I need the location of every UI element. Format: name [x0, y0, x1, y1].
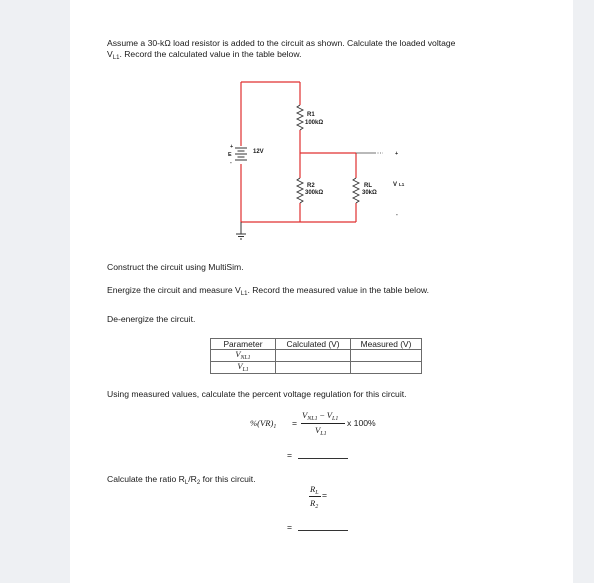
output-v-sub: L1 — [399, 182, 405, 187]
ratio-den-r: R — [310, 498, 316, 508]
header-parameter: Parameter — [211, 339, 276, 350]
formula-lhs-text: %(VR) — [250, 418, 274, 428]
table-header-row — [211, 339, 422, 350]
energize-rest: . Record the measured value in the table below. — [247, 285, 429, 295]
source-minus: - — [230, 160, 232, 166]
resistor-r2-icon — [297, 178, 303, 203]
resistor-rl-icon — [353, 178, 359, 203]
num-b: V — [326, 410, 333, 420]
table-row — [211, 350, 422, 362]
param-vnl1 — [211, 350, 276, 362]
ratio-text: Calculate the ratio R — [107, 474, 185, 484]
instruction-energize — [107, 285, 429, 300]
r1-name: R1 — [307, 112, 315, 118]
source-e: E — [228, 152, 232, 158]
den-sub: L1 — [320, 431, 327, 437]
intro-rest: . Record the calculated value in the table below. — [119, 49, 302, 59]
parameter-table — [210, 338, 422, 374]
header-calculated: Calculated (V) — [276, 339, 351, 350]
ratio-instruction — [107, 474, 256, 489]
param-vl1 — [211, 362, 276, 374]
ratio-equals: = — [322, 490, 328, 500]
intro-line-1: Assume a 30-kΩ load resistor is added to the circuit as shown. Calculate the loaded voltage — [107, 38, 456, 48]
ratio-answer-equals: = — [287, 522, 293, 532]
num-a: V — [302, 410, 308, 420]
ratio-num-sub: L — [315, 490, 319, 496]
formula-times: x 100% — [347, 418, 376, 428]
ratio-slash: /R — [188, 474, 197, 484]
energize-text: Energize the circuit and measure V — [107, 285, 241, 295]
ratio-rest: for this circuit. — [200, 474, 256, 484]
ratio-denominator — [310, 498, 318, 513]
ratio-num-r: R — [310, 484, 316, 494]
formula-lhs-sub: 1 — [273, 424, 277, 430]
r2-name: R2 — [307, 183, 315, 189]
regulation-answer-blank[interactable] — [298, 458, 348, 459]
table-row — [211, 362, 422, 374]
source-value: 12V — [253, 149, 264, 155]
formula-denominator — [315, 425, 327, 440]
formula-lhs — [250, 418, 276, 433]
intro-var-sub: L1 — [112, 55, 120, 61]
den-v: V — [315, 425, 321, 435]
instruction-deenergize: De-energize the circuit. — [107, 314, 196, 324]
num-b-sub: L1 — [332, 416, 339, 422]
output-v: V — [393, 182, 398, 188]
num-minus: − — [319, 410, 325, 420]
calculated-vnl1-cell[interactable] — [276, 350, 351, 362]
regulation-answer-equals: = — [287, 450, 293, 460]
output-minus: - — [396, 212, 398, 218]
ratio-den-sub: 2 — [315, 504, 319, 510]
intro-var: V — [107, 49, 113, 59]
r1-value: 100kΩ — [305, 120, 324, 126]
formula-equals: = — [292, 418, 298, 428]
rl-value: 30kΩ — [362, 190, 377, 196]
calculated-vl1-cell[interactable] — [276, 362, 351, 374]
instruction-construct: Construct the circuit using MultiSim. — [107, 262, 244, 272]
ratio-answer-blank[interactable] — [298, 530, 348, 531]
output-plus: + — [395, 151, 399, 157]
rl-name: RL — [364, 183, 372, 189]
output-voltage-label — [393, 181, 404, 189]
param-v: V — [235, 350, 241, 359]
ratio-sub-2: 2 — [196, 480, 201, 486]
formula-fraction-bar — [301, 423, 345, 424]
param-sub: L1 — [242, 367, 249, 373]
resistor-r1-icon — [297, 105, 303, 130]
ratio-sub-l: L — [184, 480, 189, 486]
measured-vl1-cell[interactable] — [351, 362, 422, 374]
document-page — [70, 0, 573, 583]
header-measured: Measured (V) — [351, 339, 422, 350]
battery-gap — [234, 146, 248, 164]
param-sub: NL1 — [240, 355, 251, 361]
param-v: V — [237, 362, 243, 371]
regulation-instruction: Using measured values, calculate the percent voltage regulation for this circuit. — [107, 389, 407, 399]
ratio-fraction-bar — [309, 496, 321, 497]
num-a-sub: NL1 — [307, 416, 318, 422]
r2-value: 300kΩ — [305, 190, 324, 196]
source-plus: + — [230, 144, 234, 150]
measured-vnl1-cell[interactable] — [351, 350, 422, 362]
energize-sub: L1 — [240, 291, 248, 297]
